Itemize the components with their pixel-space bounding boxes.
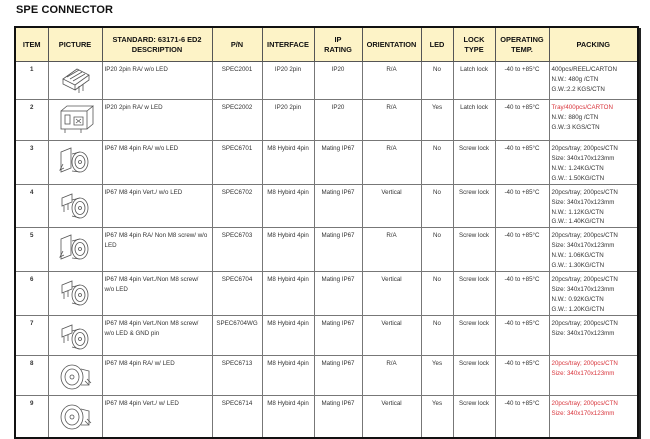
lock-type: Latch lock	[453, 100, 495, 141]
orientation: Vertical	[362, 396, 421, 439]
orientation: R/A	[362, 356, 421, 396]
header-picture: PICTURE	[48, 27, 102, 62]
operating-temp: -40 to +85°C	[495, 141, 549, 185]
led: Yes	[421, 396, 453, 439]
packing	[549, 62, 638, 100]
item-number: 7	[15, 316, 48, 356]
ip-rating: Mating IP67	[314, 356, 362, 396]
packing-line: Size: 340x170x123mm	[551, 154, 615, 162]
part-number: SPEC6714	[212, 396, 262, 439]
picture-cell	[48, 228, 102, 272]
item-number: 4	[15, 184, 48, 228]
header-ip-line1: IP	[334, 35, 342, 45]
packing-line: G.W.: 1.30KG/CTN	[551, 262, 605, 270]
page-title: SPE CONNECTOR	[16, 4, 114, 16]
orientation: R/A	[362, 228, 421, 272]
table-row	[15, 316, 638, 356]
description: IP20 2pin RA/ w LED	[102, 100, 212, 141]
connector-m8-ra-non-screw-icon	[51, 231, 100, 265]
packing-line: Size: 340x170x123mm	[551, 329, 615, 337]
packing-line: 20pcs/tray; 200pcs/CTN	[551, 276, 618, 284]
packing-line: N.W.: 480g /CTN	[551, 75, 599, 83]
item-number: 6	[15, 272, 48, 316]
packing-line: 20pcs/tray; 200pcs/CTN	[551, 320, 618, 328]
interface: M8 Hybird 4pin	[262, 184, 314, 228]
packing-line: G.W.: 1.40KG/CTN	[551, 218, 605, 226]
packing-line: 400pcs/REEL/CARTON	[551, 66, 617, 73]
ip-rating: IP20	[314, 100, 362, 141]
interface: M8 Hybird 4pin	[262, 228, 314, 272]
packing-line: N.W.: 1.24KG/CTN	[551, 164, 604, 172]
packing-line: N.W.: 0.92KG/CTN	[551, 295, 604, 303]
part-number: SPEC6702	[212, 184, 262, 228]
packing	[549, 228, 638, 272]
table-row	[15, 396, 638, 439]
header-lock-line1: LOCK	[463, 35, 485, 45]
led: No	[421, 272, 453, 316]
ip-rating: Mating IP67	[314, 141, 362, 185]
lock-type: Screw lock	[453, 396, 495, 439]
table-row	[15, 356, 638, 396]
description: IP20 2pin RA/ w/o LED	[102, 62, 212, 100]
packing-line: G.W.: 1.50KG/CTN	[551, 174, 605, 182]
part-number: SPEC6704WG	[212, 316, 262, 356]
header-description-line1: STANDARD: 63171-6 ED2	[112, 35, 202, 45]
packing	[549, 396, 638, 439]
packing-line: N.W.: 880g /CTN	[551, 113, 599, 121]
orientation: R/A	[362, 141, 421, 185]
lock-type: Screw lock	[453, 184, 495, 228]
description: IP67 M8 4pin RA/ w/ LED	[102, 356, 212, 396]
table-row	[15, 228, 638, 272]
led: Yes	[421, 356, 453, 396]
led: Yes	[421, 100, 453, 141]
picture-cell	[48, 100, 102, 141]
lock-type: Latch lock	[453, 62, 495, 100]
led: No	[421, 62, 453, 100]
packing-line: Tray/400pcs/CARTON	[551, 104, 613, 111]
operating-temp: -40 to +85°C	[495, 100, 549, 141]
packing-line: N.W.: 1.06KG/CTN	[551, 252, 604, 260]
packing-line: 20pcs/tray; 200pcs/CTN	[551, 145, 618, 152]
interface: IP20 2pin	[262, 62, 314, 100]
description: IP67 M8 4pin Vert./Non M8 screw/ w/o LED	[102, 272, 212, 316]
operating-temp: -40 to +85°C	[495, 184, 549, 228]
led: No	[421, 184, 453, 228]
header-ip-rating	[314, 27, 362, 62]
led: No	[421, 228, 453, 272]
header-operating-temp	[495, 27, 549, 62]
packing-line: 20pcs/tray; 200pcs/CTN	[551, 400, 618, 408]
item-number: 1	[15, 62, 48, 100]
interface: M8 Hybird 4pin	[262, 396, 314, 439]
lock-type: Screw lock	[453, 228, 495, 272]
led: No	[421, 141, 453, 185]
picture-cell	[48, 272, 102, 316]
ip-rating: Mating IP67	[314, 228, 362, 272]
packing	[549, 141, 638, 185]
packing-line: 20pcs/tray; 200pcs/CTN	[551, 360, 618, 368]
orientation: Vertical	[362, 184, 421, 228]
packing	[549, 316, 638, 356]
picture-cell	[48, 396, 102, 439]
part-number: SPEC6704	[212, 272, 262, 316]
connector-m8-vertical-gnd-icon	[51, 319, 100, 353]
packing	[549, 272, 638, 316]
description: IP67 M8 4pin Vert./ w/o LED	[102, 184, 212, 228]
header-lock-type	[453, 27, 495, 62]
ip-rating: IP20	[314, 62, 362, 100]
packing-line: 20pcs/tray; 200pcs/CTN	[551, 188, 618, 196]
header-temp-line1: OPERATING	[500, 35, 544, 45]
operating-temp: -40 to +85°C	[495, 272, 549, 316]
packing-line: Size: 340x170x123mm	[551, 409, 615, 417]
orientation: Vertical	[362, 272, 421, 316]
description: IP67 M8 4pin Vert./Non M8 screw/ w/o LED & GND pin	[102, 316, 212, 356]
part-number: SPEC6713	[212, 356, 262, 396]
packing-line: Size: 340x170x123mm	[551, 198, 615, 206]
orientation: R/A	[362, 62, 421, 100]
item-number: 2	[15, 100, 48, 141]
packing-line: G.W.:3 KGS/CTN	[551, 123, 600, 131]
part-number: SPEC6701	[212, 141, 262, 185]
interface: M8 Hybird 4pin	[262, 316, 314, 356]
item-number: 3	[15, 141, 48, 185]
part-number: SPEC2001	[212, 62, 262, 100]
operating-temp: -40 to +85°C	[495, 396, 549, 439]
header-packing: PACKING	[549, 27, 638, 62]
description: IP67 M8 4pin RA/ Non M8 screw/ w/o LED	[102, 228, 212, 272]
packing-line: 20pcs/tray; 200pcs/CTN	[551, 232, 618, 240]
table-row	[15, 100, 638, 141]
header-interface: INTERFACE	[262, 27, 314, 62]
table-row	[15, 62, 638, 100]
picture-cell	[48, 184, 102, 228]
picture-cell	[48, 62, 102, 100]
table-row	[15, 184, 638, 228]
connector-m8-ra-icon	[51, 144, 100, 178]
picture-cell	[48, 141, 102, 185]
header-led: LED	[421, 27, 453, 62]
header-description	[102, 27, 212, 62]
ip-rating: Mating IP67	[314, 272, 362, 316]
operating-temp: -40 to +85°C	[495, 356, 549, 396]
picture-cell	[48, 316, 102, 356]
interface: M8 Hybird 4pin	[262, 141, 314, 185]
table-row	[15, 141, 638, 185]
orientation: R/A	[362, 100, 421, 141]
packing	[549, 356, 638, 396]
part-number: SPEC6703	[212, 228, 262, 272]
header-ip-line2: RATING	[324, 44, 352, 54]
header-pn: P/N	[212, 27, 262, 62]
description: IP67 M8 4pin RA/ w/o LED	[102, 141, 212, 185]
operating-temp: -40 to +85°C	[495, 316, 549, 356]
header-item: ITEM	[15, 27, 48, 62]
header-lock-line2: TYPE	[464, 44, 484, 54]
packing	[549, 100, 638, 141]
header-row	[15, 27, 638, 62]
lock-type: Screw lock	[453, 141, 495, 185]
connector-m8-ra-led-icon	[51, 359, 100, 393]
packing	[549, 184, 638, 228]
interface: M8 Hybird 4pin	[262, 356, 314, 396]
packing-line: Size: 340x170x123mm	[551, 242, 615, 250]
connector-m8-vertical-led-icon	[51, 399, 100, 433]
packing-line: G.W.:2.2 KGS/CTN	[551, 85, 605, 93]
interface: IP20 2pin	[262, 100, 314, 141]
lock-type: Screw lock	[453, 356, 495, 396]
lock-type: Screw lock	[453, 316, 495, 356]
item-number: 8	[15, 356, 48, 396]
header-temp-line2: TEMP.	[511, 44, 533, 54]
header-description-line2: DESCRIPTION	[131, 44, 183, 54]
ip-rating: Mating IP67	[314, 184, 362, 228]
connector-ip20-2pin-led-icon	[51, 103, 100, 135]
operating-temp: -40 to +85°C	[495, 62, 549, 100]
table-row	[15, 272, 638, 316]
item-number: 5	[15, 228, 48, 272]
picture-cell	[48, 356, 102, 396]
packing-line: N.W.: 1.12KG/CTN	[551, 208, 604, 216]
connector-m8-vertical-non-screw-icon	[51, 275, 100, 309]
connector-m8-vertical-icon	[51, 188, 100, 222]
led: No	[421, 316, 453, 356]
item-number: 9	[15, 396, 48, 439]
lock-type: Screw lock	[453, 272, 495, 316]
description: IP67 M8 4pin Vert./ w/ LED	[102, 396, 212, 439]
part-number: SPEC2002	[212, 100, 262, 141]
operating-temp: -40 to +85°C	[495, 228, 549, 272]
ip-rating: Mating IP67	[314, 396, 362, 439]
interface: M8 Hybird 4pin	[262, 272, 314, 316]
packing-line: Size: 340x170x123mm	[551, 369, 615, 377]
ip-rating: Mating IP67	[314, 316, 362, 356]
packing-line: G.W.: 1.20KG/CTN	[551, 305, 605, 313]
spec-connector-table	[14, 26, 639, 439]
header-orientation: ORIENTATION	[362, 27, 421, 62]
orientation: Vertical	[362, 316, 421, 356]
connector-ip20-2pin-ra-icon	[51, 65, 100, 95]
packing-line: Size: 340x170x123mm	[551, 285, 615, 293]
